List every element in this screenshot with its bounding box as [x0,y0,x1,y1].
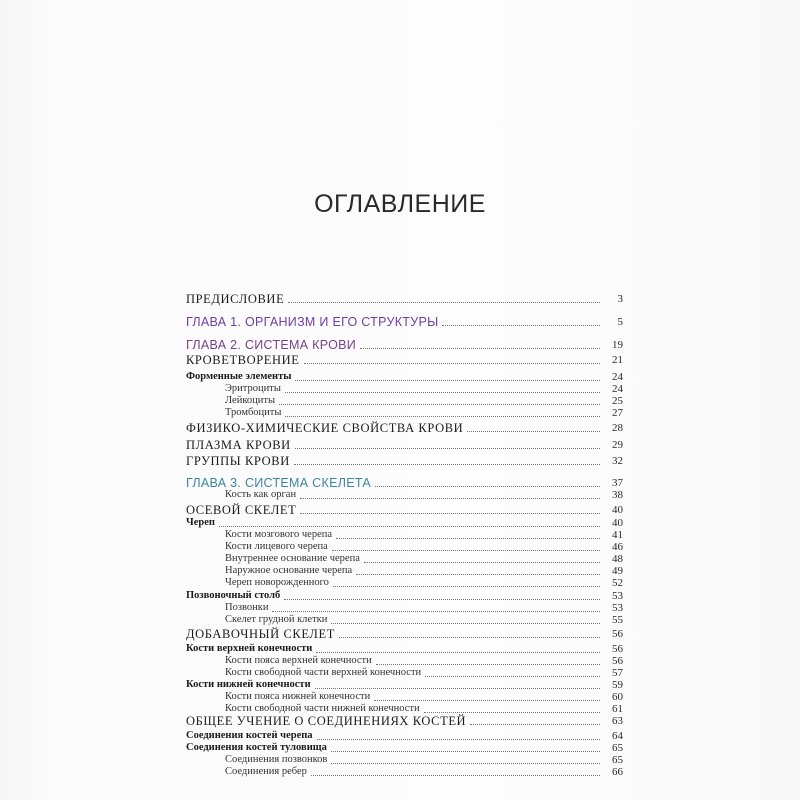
toc-entry-label: Наружное основание черепа [225,565,353,576]
toc-entry-page: 24 [612,371,623,383]
toc-entry-label: ОСЕВОЙ СКЕЛЕТ [186,503,297,517]
toc-entry-page: 41 [612,529,623,541]
toc-entry-page: 19 [612,339,623,351]
leader-dots [300,498,600,499]
toc-entry-label: ГРУППЫ КРОВИ [186,454,290,468]
toc-entry-page: 56 [612,643,623,655]
toc-entry-label: Эритроциты [225,383,281,394]
toc-entry-page: 21 [612,354,623,366]
toc-entry-label: ГЛАВА 1. ОРГАНИЗМ И ЕГО СТРУКТУРЫ [186,315,439,329]
toc-entry-page: 56 [612,628,623,640]
toc-entry-page: 53 [612,590,623,602]
leader-dots [331,623,600,624]
toc-entry-label: Соединения ребер [225,766,307,777]
toc-entry-label: КРОВЕТВОРЕНИЕ [186,353,300,367]
toc-entry [0,420,800,436]
toc-entry-label: Кости мозгового черепа [225,529,333,540]
leader-dots [333,586,600,587]
leader-dots [288,302,600,303]
toc-entry-label: Кость как орган [225,489,297,500]
leader-dots [339,637,600,638]
toc-entry-label: Череп новорожденного [225,577,329,588]
toc-entry-page: 29 [612,439,623,451]
toc-entry-page: 56 [612,655,623,667]
toc-entry-label: ФИЗИКО-ХИМИЧЕСКИЕ СВОЙСТВА КРОВИ [186,421,464,435]
toc-entry-label: Череп [186,517,215,528]
toc-entry-label: Форменные элементы [186,371,292,382]
toc-entry-label: Кости верхней конечности [186,643,313,654]
toc-entry [0,713,800,729]
toc-entry-page: 53 [612,602,623,614]
toc-entry-label: Соединения костей туловища [186,742,327,753]
toc-entry-label: Кости свободной части нижней конечности [225,703,420,714]
toc-entry-page: 65 [612,742,623,754]
toc-entry-page: 63 [612,715,623,727]
toc-entry-label: Кости лицевого черепа [225,541,328,552]
leader-dots [311,775,600,776]
toc-entry-label: ГЛАВА 3. СИСТЕМА СКЕЛЕТА [186,476,372,490]
toc-entry-page: 59 [612,679,623,691]
toc-entry [0,453,800,469]
toc-entry-page: 28 [612,422,623,434]
toc-entry-label: ПРЕДИСЛОВИЕ [186,292,285,306]
page-title: ОГЛАВЛЕНИЕ [314,190,486,218]
toc-entry-label: Кости свободной части верхней конечности [225,667,422,678]
toc-entry [0,764,800,780]
leader-dots [470,724,600,725]
toc-entry [0,437,800,453]
leader-dots [300,513,600,514]
toc-entry-label: Соединения позвонков [225,754,328,765]
toc-entry-page: 5 [617,316,623,328]
toc-entry-page: 48 [612,553,623,565]
leader-dots [467,431,600,432]
toc-entry [0,405,800,421]
toc-entry-page: 40 [612,504,623,516]
toc-entry-page: 46 [612,541,623,553]
toc-entry-label: Внутреннее основание черепа [225,553,360,564]
toc-entry-label: Скелет грудной клетки [225,614,328,625]
toc-entry-page: 27 [612,407,623,419]
toc-entry [0,314,800,330]
toc-entry-label: ГЛАВА 2. СИСТЕМА КРОВИ [186,338,357,352]
toc-entry-page: 49 [612,565,623,577]
leader-dots [442,325,600,326]
toc-entry-page: 37 [612,477,623,489]
toc-entry-page: 55 [612,614,623,626]
toc-entry [0,291,800,307]
toc-entry-page: 64 [612,730,623,742]
toc-entry [0,487,800,503]
leader-dots [304,363,600,364]
toc-entry-label: Кости пояса нижней конечности [225,691,371,702]
toc-entry-label: Кости нижней конечности [186,679,311,690]
toc-entry-label: ДОБАВОЧНЫЙ СКЕЛЕТ [186,627,335,641]
toc-entry-label: Лейкоциты [225,395,276,406]
toc-entry-label: Соединения костей черепа [186,730,313,741]
toc-entry-page: 52 [612,577,623,589]
toc-entry [0,626,800,642]
leader-dots [294,464,600,465]
toc-entry-label: ПЛАЗМА КРОВИ [186,438,291,452]
toc-entry-page: 65 [612,754,623,766]
toc-entry-label: Позвонки [225,602,269,613]
toc-entry-label: Тромбоциты [225,407,282,418]
toc-entry [0,337,800,353]
toc-entry-page: 40 [612,517,623,529]
toc-entry-page: 24 [612,383,623,395]
toc-entry-page: 61 [612,703,623,715]
leader-dots [360,348,600,349]
toc-entry-label: ОБЩЕЕ УЧЕНИЕ О СОЕДИНЕНИЯХ КОСТЕЙ [186,714,467,728]
toc-entry-page: 25 [612,395,623,407]
leader-dots [285,416,600,417]
toc-entry-page: 32 [612,455,623,467]
toc-entry-page: 57 [612,667,623,679]
toc-entry-page: 3 [617,293,623,305]
toc-entry-label: Кости пояса верхней конечности [225,655,372,666]
toc-entry-page: 38 [612,489,623,501]
toc-entry [0,352,800,368]
leader-dots [295,448,600,449]
toc-entry-page: 60 [612,691,623,703]
toc-entry-label: Позвоночный столб [186,590,281,601]
toc-entry-page: 66 [612,766,623,778]
